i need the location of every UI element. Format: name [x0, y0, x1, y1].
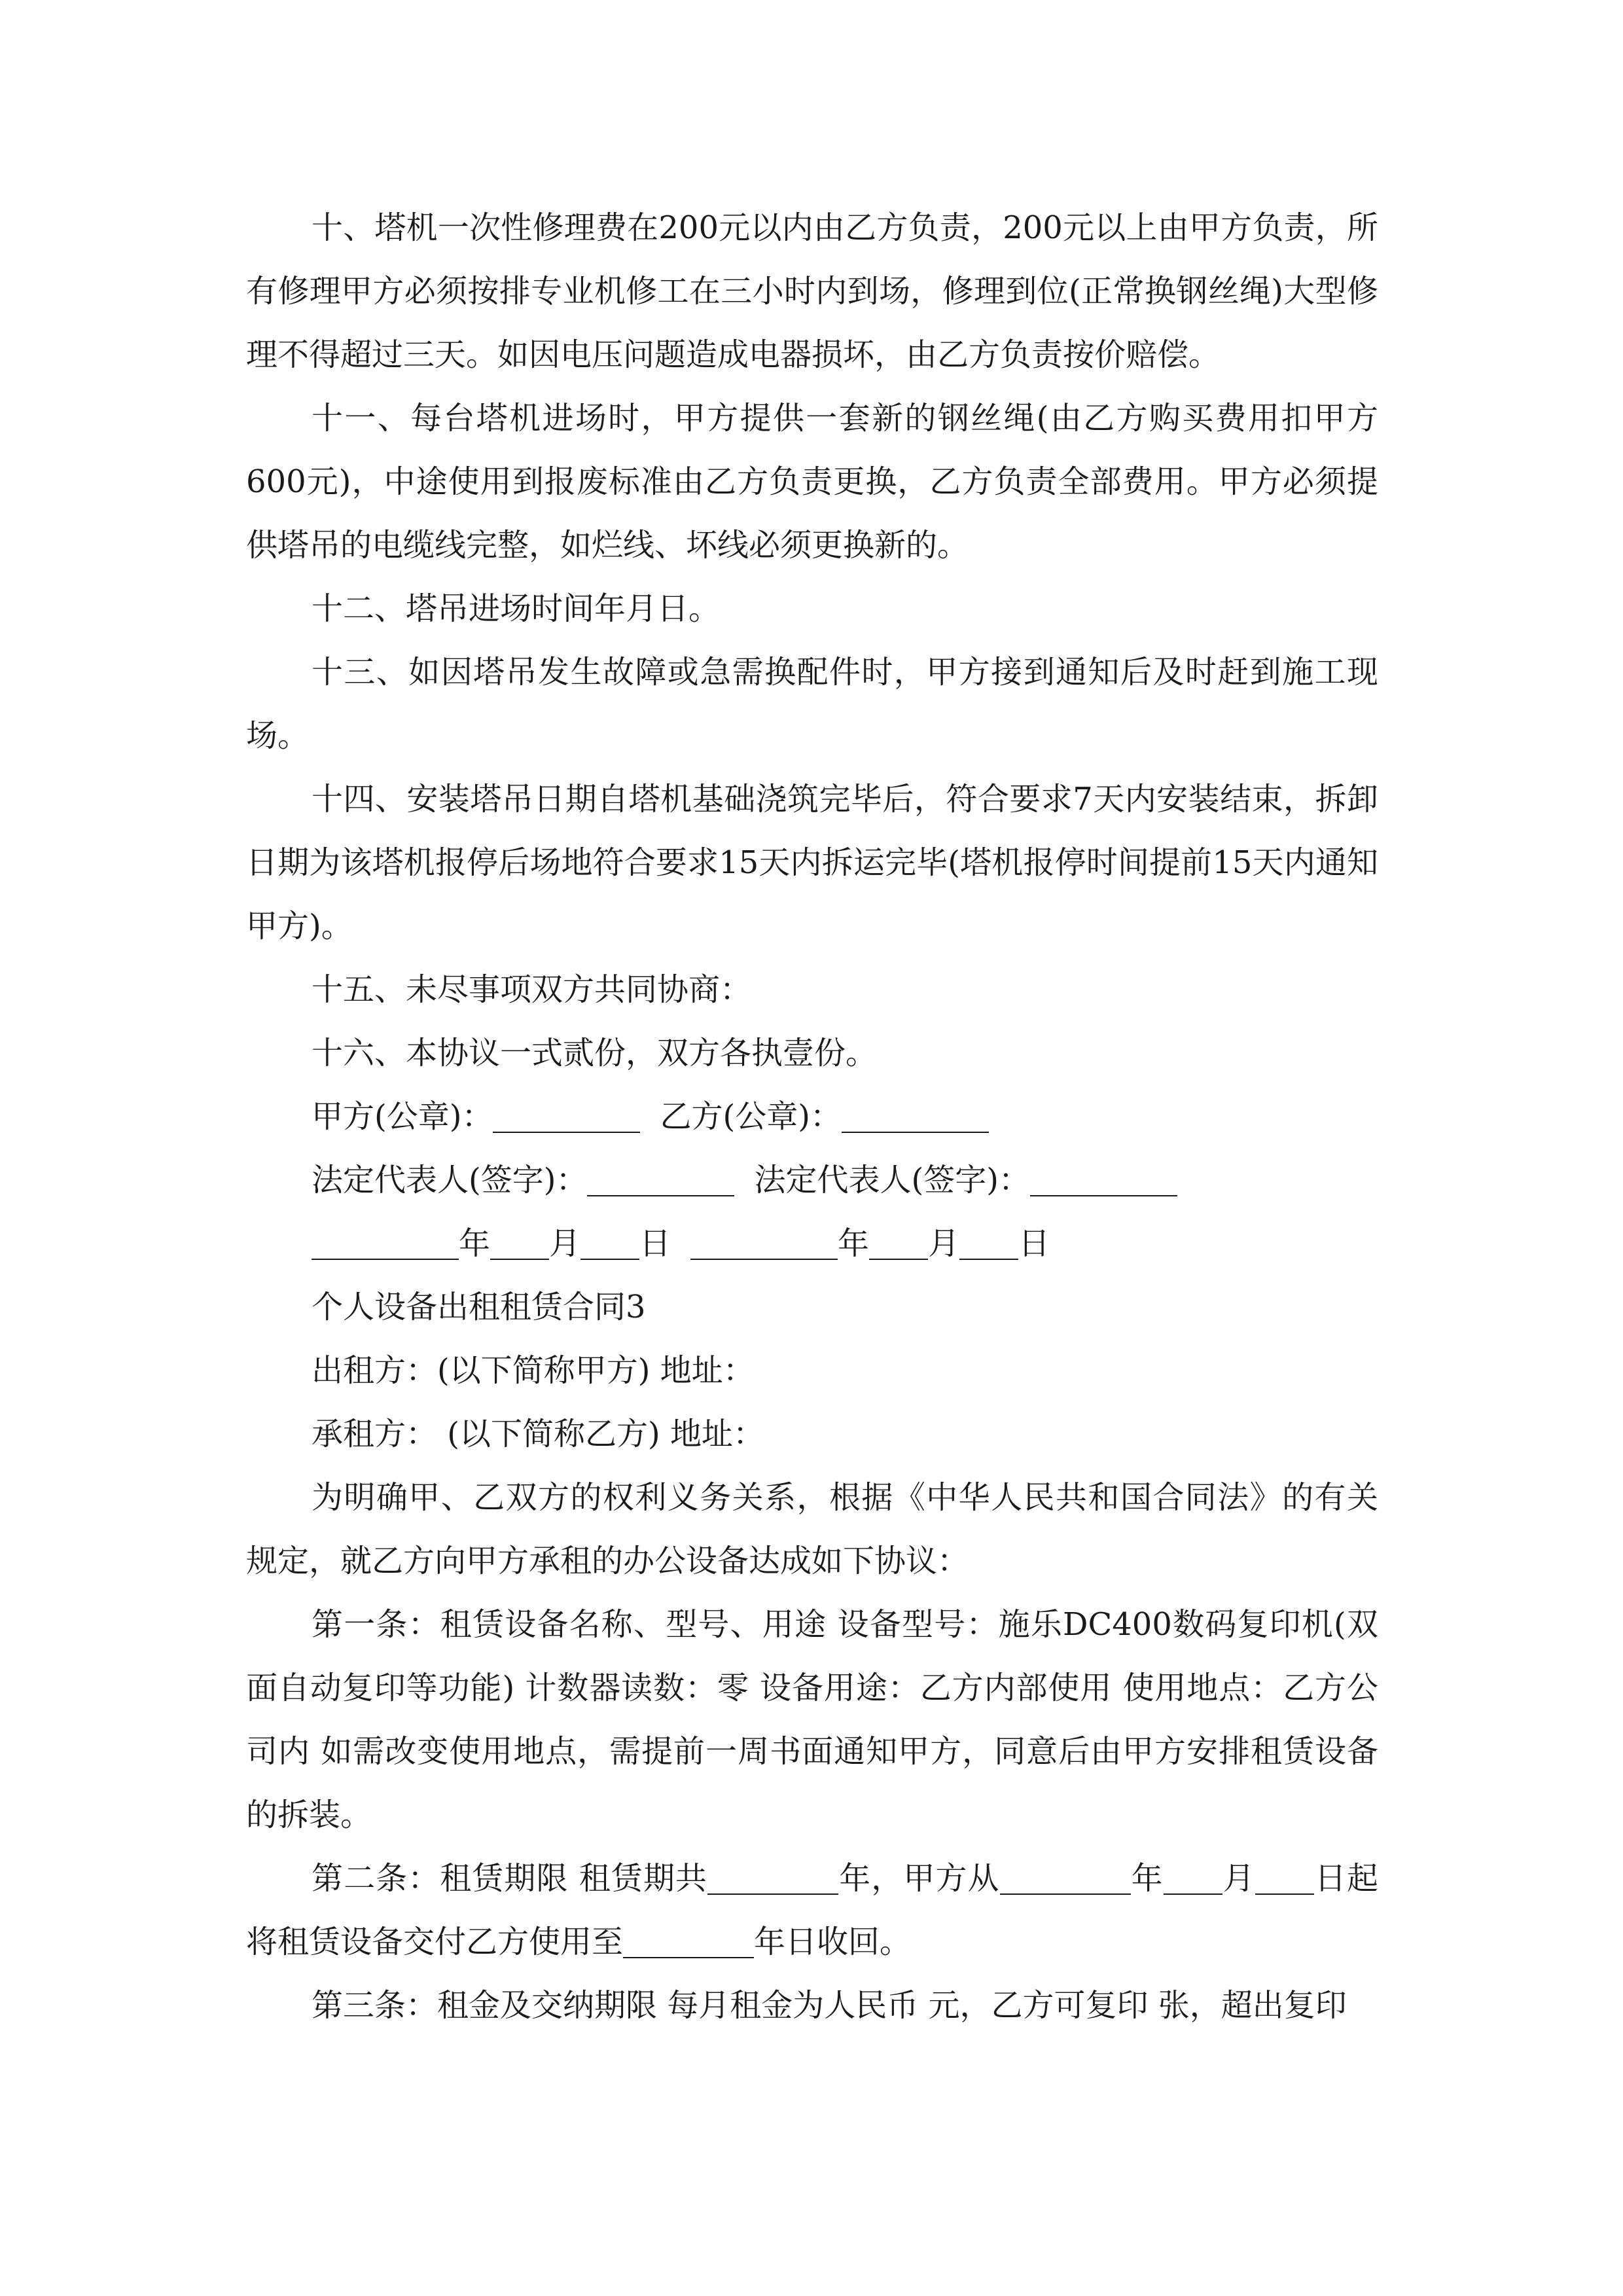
rep-b-blank	[1030, 1164, 1177, 1196]
lease-term-blank	[707, 1862, 838, 1895]
start-year-blank	[1000, 1862, 1131, 1895]
date-b-month-blank	[869, 1227, 928, 1260]
party-a-seal-blank	[493, 1100, 640, 1133]
start-day-blank	[1255, 1862, 1314, 1895]
party-b-seal-label: 乙方(公章)：	[660, 1098, 842, 1135]
preamble: 为明确甲、乙双方的权利义务关系，根据《中华人民共和国合同法》的有关规定，就乙方向甲方承租的办公设备达成如下协议：	[246, 1479, 1378, 1579]
article-3: 第三条：租金及交纳期限 每月租金为人民币 元，乙方可复印 张，超出复印	[312, 1987, 1347, 2024]
art2-part-b: 年，甲方从	[838, 1860, 1000, 1897]
date-a-month-blank	[490, 1227, 549, 1260]
article-2	[246, 1847, 1378, 1974]
clause-15: 十五、未尽事项双方共同协商：	[312, 971, 752, 1008]
end-year-blank	[623, 1926, 754, 1958]
date-line	[246, 1212, 1378, 1276]
start-month-blank	[1164, 1862, 1222, 1895]
party-b-seal-blank	[842, 1100, 989, 1133]
clause-13: 十三、如因塔吊发生故障或急需换配件时，甲方接到通知后及时赶到施工现场。	[246, 654, 1378, 754]
art2-part-a: 第二条：租赁期限 租赁期共	[312, 1860, 708, 1897]
art2-part-e: 日起将租赁设备交付乙方使用至	[246, 1860, 1378, 1960]
representative-line	[246, 1149, 1378, 1212]
date-b-day: 日	[1018, 1225, 1050, 1262]
rep-b-label: 法定代表人(签字)：	[754, 1162, 1030, 1198]
article-1: 第一条：租赁设备名称、型号、用途 设备型号：施乐DC400数码复印机(双面自动复印等功能) 计数器读数：零 设备用途：乙方内部使用 使用地点：乙方公司内 如需改变使用地点，需提前一周书面通知甲方，同意后由甲方安排租赁设备的拆装。	[246, 1606, 1378, 1833]
clause-12: 十二、塔吊进场时间年月日。	[312, 590, 721, 627]
rep-a-blank	[587, 1164, 734, 1196]
document-body	[246, 196, 1378, 2037]
party-a-seal-label: 甲方(公章)：	[312, 1098, 493, 1135]
lessee-line: 承租方： (以下简称乙方) 地址：	[312, 1416, 764, 1452]
date-a-year: 年	[459, 1225, 491, 1262]
clause-14: 十四、安装塔吊日期自塔机基础浇筑完毕后，符合要求7天内安装结束，拆卸日期为该塔机报停后场地符合要求15天内拆运完毕(塔机报停时间提前15天内通知甲方)。	[246, 781, 1378, 944]
clause-16: 十六、本协议一式贰份，双方各执壹份。	[312, 1035, 878, 1071]
art2-part-d: 月	[1222, 1860, 1255, 1897]
art2-part-f: 年日收回。	[754, 1924, 912, 1960]
date-b-month: 月	[928, 1225, 960, 1262]
date-b-year-blank	[690, 1227, 838, 1260]
date-a-day-blank	[580, 1227, 639, 1260]
date-a-year-blank	[312, 1227, 459, 1260]
date-b-year: 年	[838, 1225, 870, 1262]
clause-10: 十、塔机一次性修理费在200元以内由乙方负责，200元以上由甲方负责，所有修理甲方必须按排专业机修工在三小时内到场，修理到位(正常换钢丝绳)大型修理不得超过三天。如因电压问题造成电器损坏，由乙方负责按价赔偿。	[246, 209, 1378, 373]
rep-a-label: 法定代表人(签字)：	[312, 1162, 588, 1198]
art2-part-c: 年	[1130, 1860, 1164, 1897]
seal-line	[246, 1085, 1378, 1149]
clause-11: 十一、每台塔机进场时，甲方提供一套新的钢丝绳(由乙方购买费用扣甲方600元)，中途使用到报废标准由乙方负责更换，乙方负责全部费用。甲方必须提供塔吊的电缆线完整，如烂线、坏线必须更换新的。	[246, 400, 1378, 564]
contract3-title: 个人设备出租租赁合同3	[312, 1289, 646, 1325]
date-a-day: 日	[639, 1225, 671, 1262]
date-b-day-blank	[959, 1227, 1018, 1260]
lessor-line: 出租方：(以下简称甲方) 地址：	[312, 1352, 755, 1389]
date-a-month: 月	[549, 1225, 581, 1262]
